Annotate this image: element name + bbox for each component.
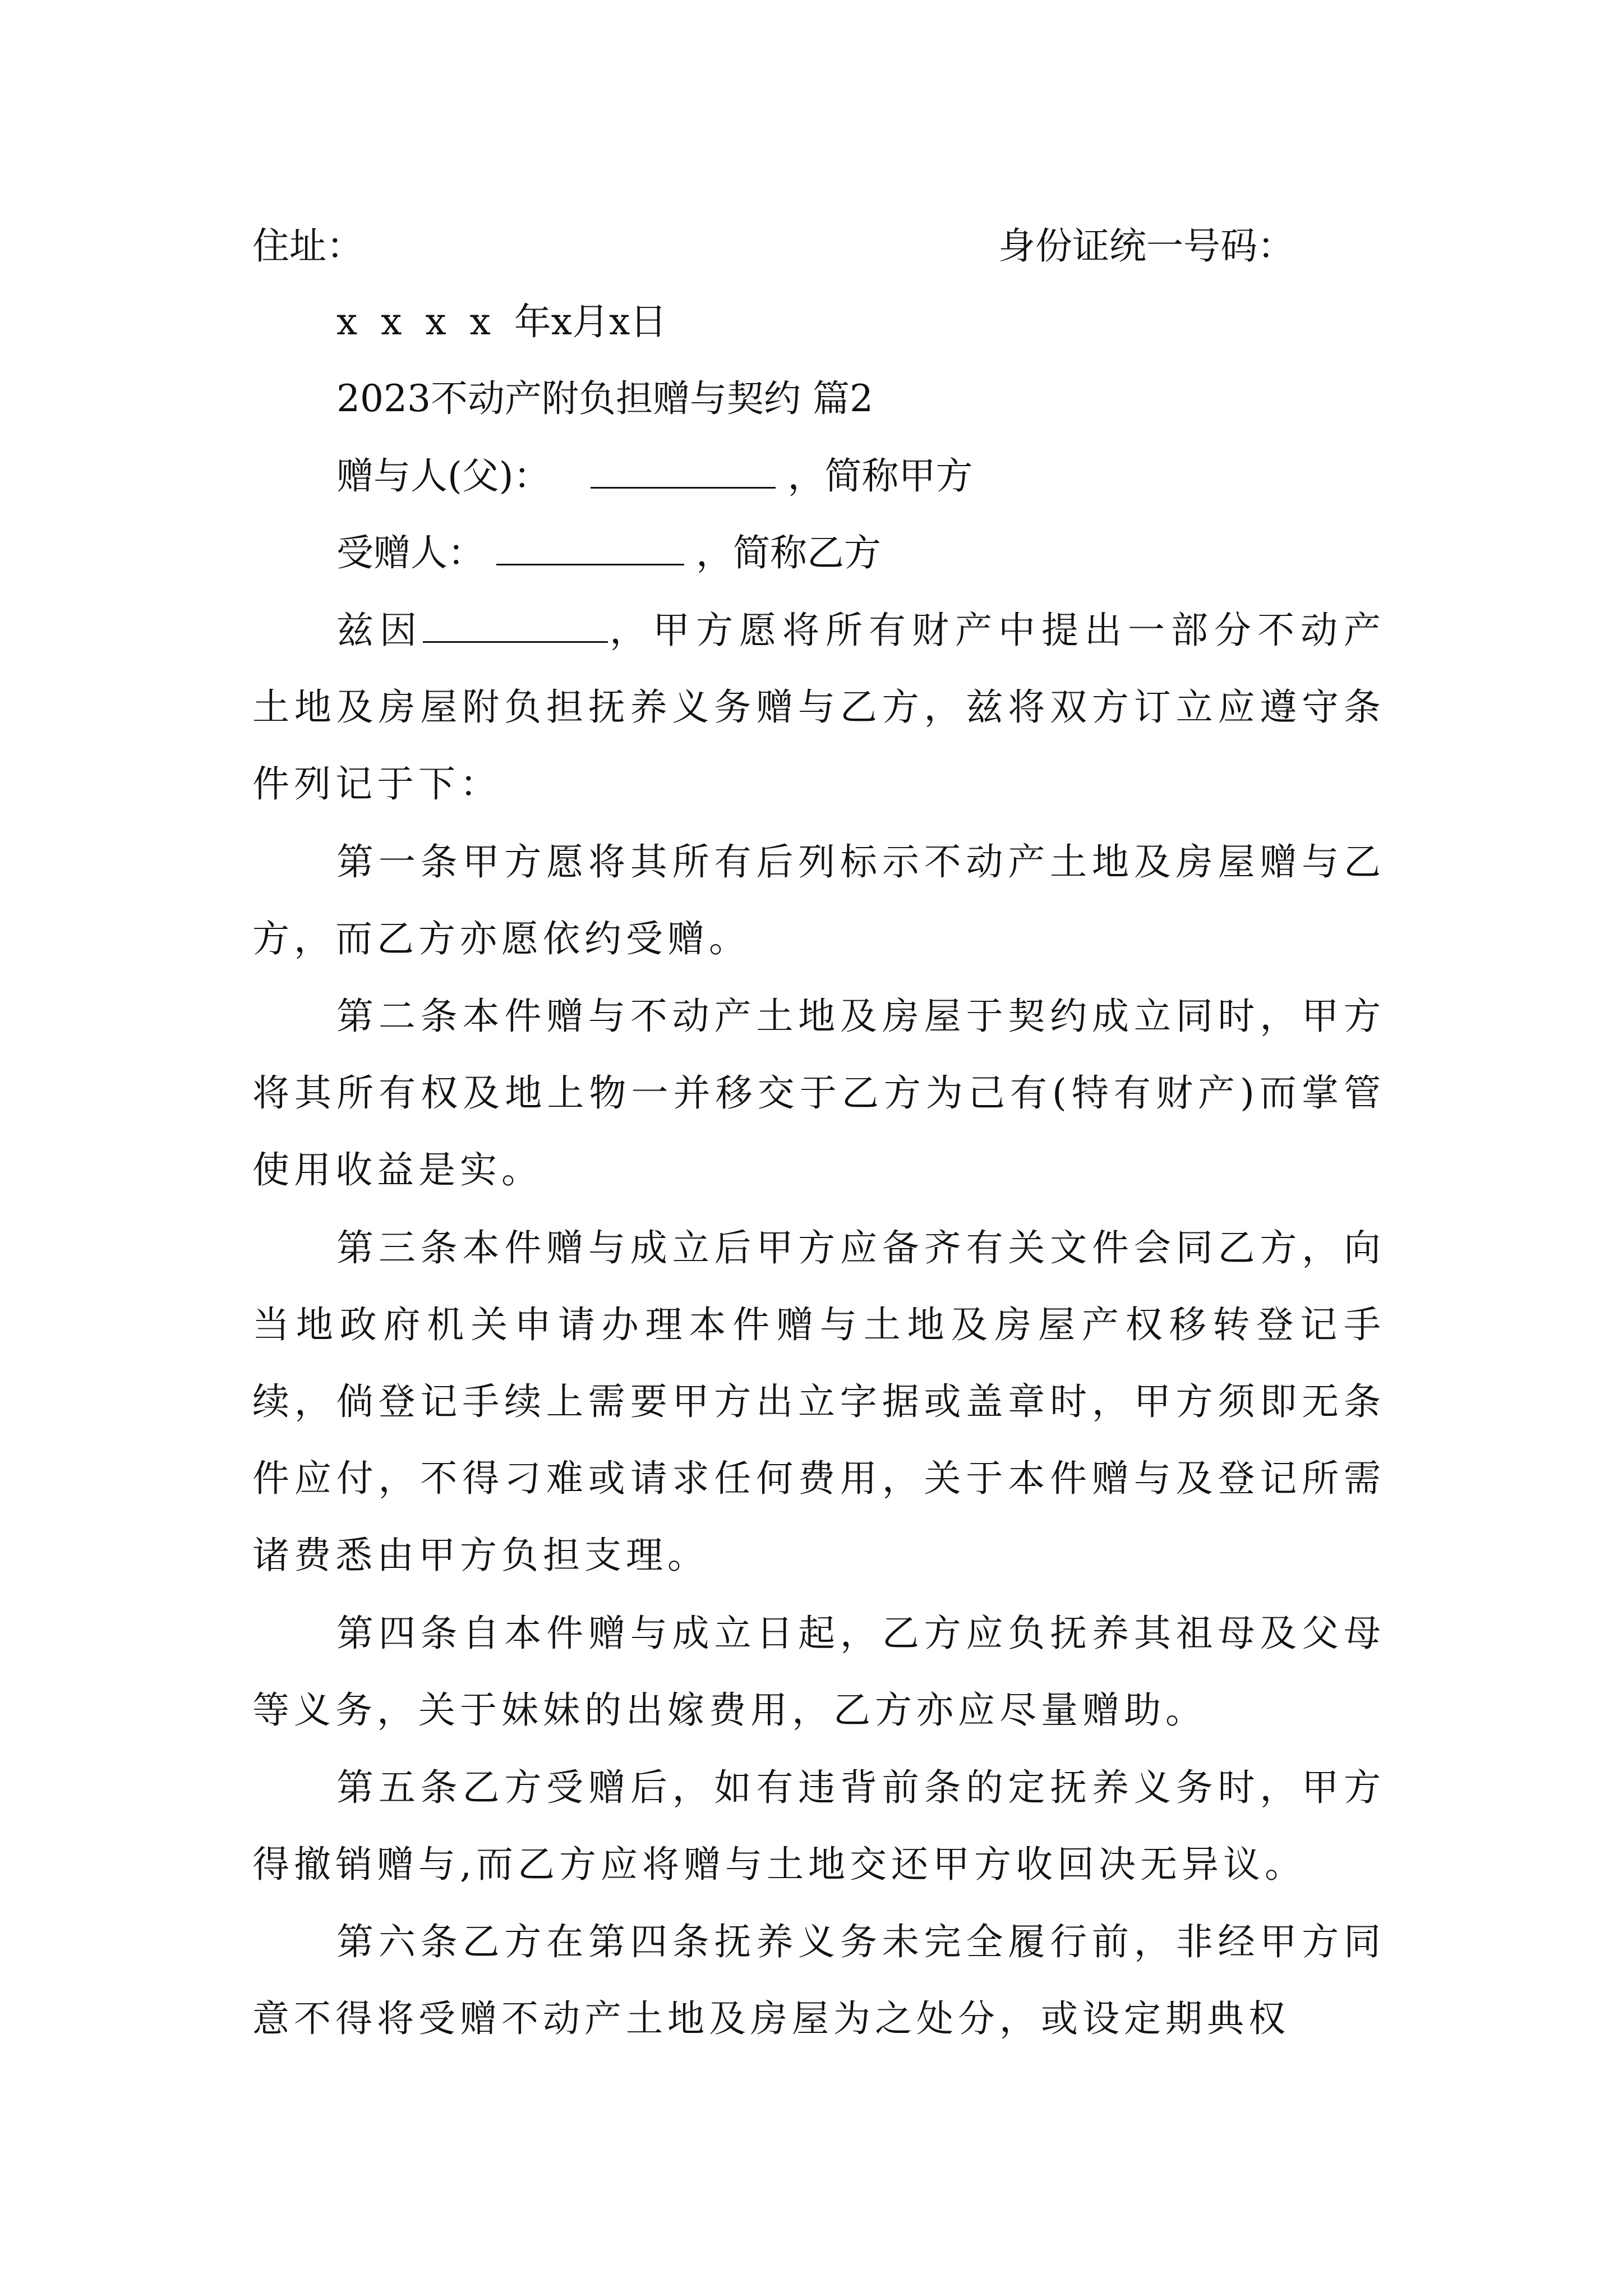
article-4: 第四条自本件赠与成立日起，乙方应负抚养其祖母及父母等义务，关于妹妹的出嫁费用，乙方亦应尽量赠助。 xyxy=(252,1612,1385,1732)
address-label: 住址： xyxy=(252,224,363,268)
donor-suffix: ，简称甲方 xyxy=(787,454,973,498)
article-6: 第六条乙方在第四条抚养义务未完全履行前，非经甲方同意不得将受赠不动产土地及房屋为之处分，或设定期典权 xyxy=(252,1920,1385,2040)
article-2: 第二条本件赠与不动产土地及房屋于契约成立同时，甲方将其所有权及地上物一并移交于乙方为己有(特有财产)而掌管使用收益是实。 xyxy=(252,995,1385,1191)
article-1: 第一条甲方愿将其所有后列标示不动产土地及房屋赠与乙方，而乙方亦愿依约受赠。 xyxy=(252,840,1385,960)
article-3: 第三条本件赠与成立后甲方应备齐有关文件会同乙方，向当地政府机关申请办理本件赠与土地及房屋产权移转登记手续，倘登记手续上需要甲方出立字据或盖章时，甲方须即无条件应付，不得刁难或请求任何费用，关于本件赠与及登记所需诸费悉由甲方负担支理。 xyxy=(252,1226,1385,1577)
donee-line xyxy=(336,514,881,591)
donee-label: 受赠人： xyxy=(336,531,485,574)
donor-line xyxy=(336,438,972,514)
reason-blank xyxy=(423,606,608,643)
donee-name-blank xyxy=(496,529,684,565)
donor-label: 赠与人(父)： xyxy=(336,454,551,498)
section-title: 2023不动产附负担赠与契约 篇2 xyxy=(336,377,873,420)
intro-paragraph xyxy=(252,592,1385,822)
id-number-label: 身份证统一号码： xyxy=(998,224,1294,268)
intro-prefix: 兹因 xyxy=(336,609,423,652)
intro-text: ，甲方愿将所有财产中提出一部分不动产土地及房屋附负担抚养义务赠与乙方，兹将双方订立应遵守条件列记于下： xyxy=(252,609,1385,806)
article-5: 第五条乙方受赠后，如有违背前条的定抚养义务时，甲方得撤销赠与,而乙方应将赠与土地交还甲方收回决无异议。 xyxy=(252,1766,1385,1886)
donor-name-blank xyxy=(591,452,776,489)
date-line: x x x x 年x月x日 xyxy=(336,300,667,343)
donee-suffix: ，简称乙方 xyxy=(695,531,881,574)
